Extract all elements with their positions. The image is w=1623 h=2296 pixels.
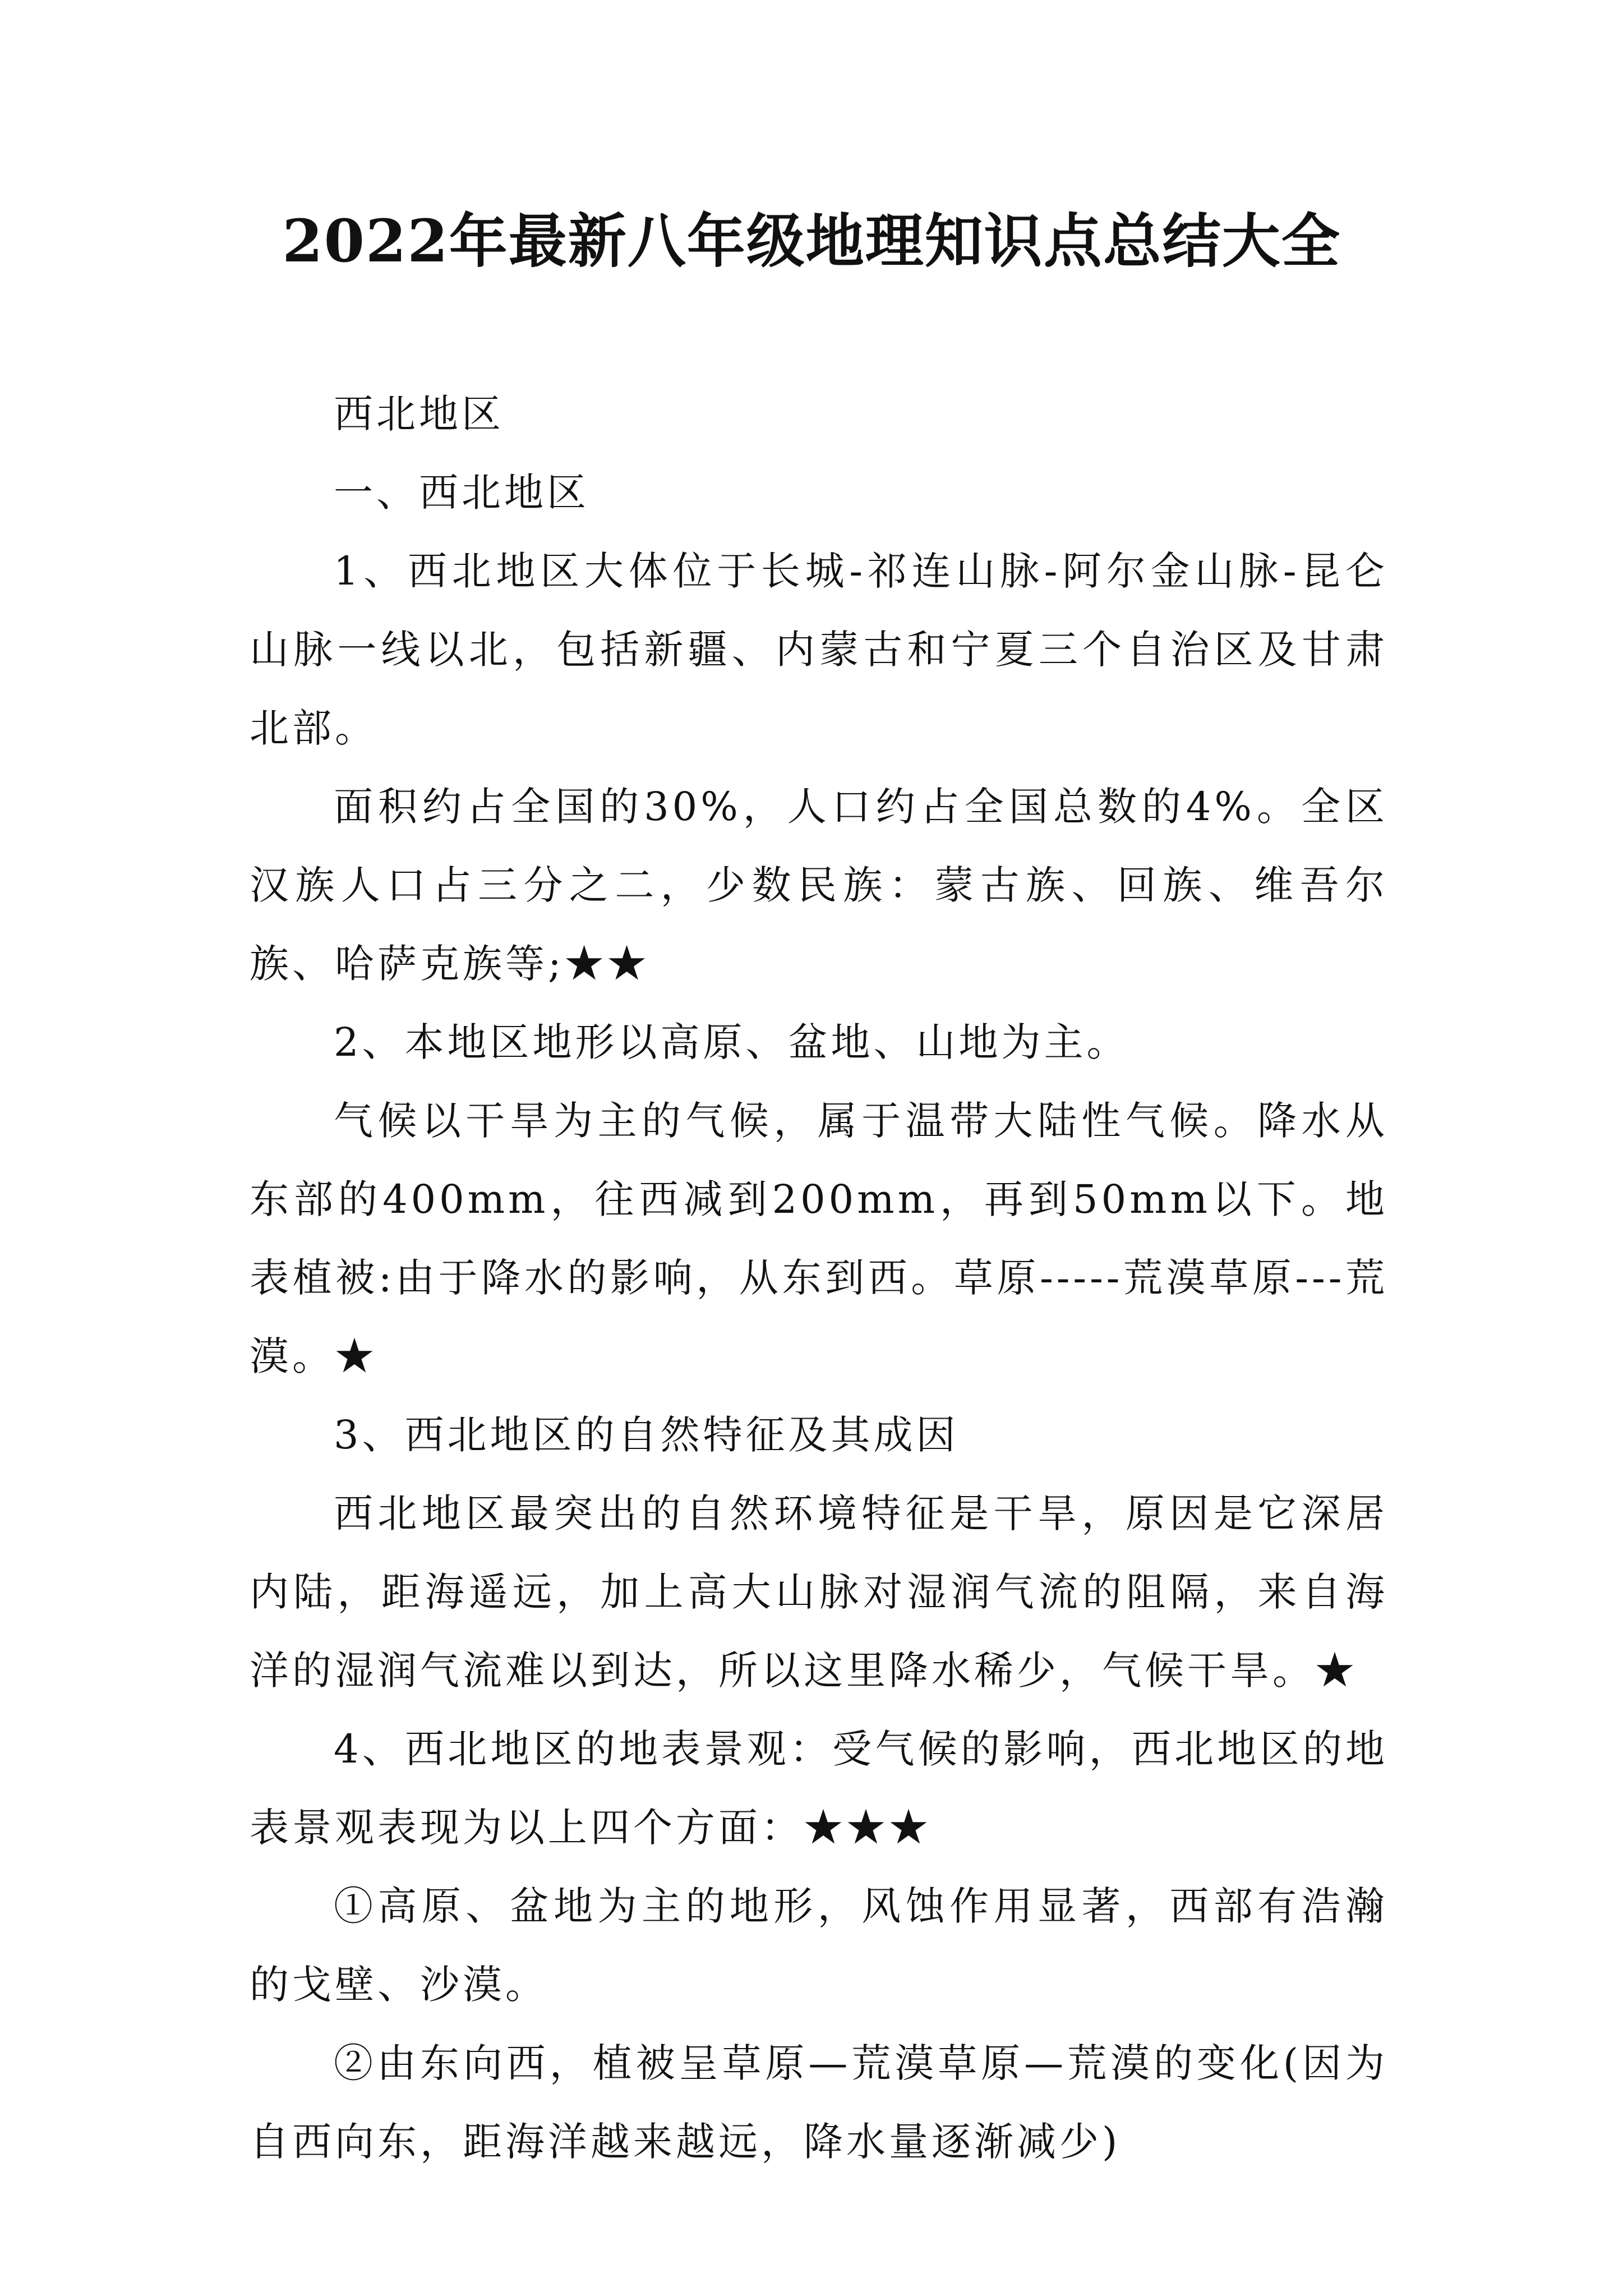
paragraph-area-population: 面积约占全国的30%，人口约占全国总数的4%。全区汉族人口占三分之二，少数民族：蒙古族、回族、维吾尔族、哈萨克族等;★★ [250, 784, 1388, 987]
paragraph-location: 1、西北地区大体位于长城-祁连山脉-阿尔金山脉-昆仑山脉一线以北，包括新疆、内蒙古和宁夏三个自治区及甘肃北部。 [250, 548, 1388, 751]
document-title: 2022年最新八年级地理知识点总结大全 [282, 206, 1341, 275]
paragraph-landscape-item-2: ②由东向西，植被呈草原—荒漠草原—荒漠的变化(因为自西向东，距海洋越来越远，降水量逐渐减少) [250, 2040, 1388, 2165]
document-body [250, 375, 1388, 2181]
paragraph-natural-features-heading: 3、西北地区的自然特征及其成因 [334, 1412, 959, 1458]
paragraph-climate: 气候以干旱为主的气候，属于温带大陆性气候。降水从东部的400mm，往西减到200mm，再到50mm以下。地表植被:由于降水的影响，从东到西。草原-----荒漠草原---荒漠。★ [250, 1098, 1388, 1379]
paragraph-natural-features: 西北地区最突出的自然环境特征是干旱，原因是它深居内陆，距海遥远，加上高大山脉对湿润气流的阻隔，来自海洋的湿润气流难以到达，所以这里降水稀少，气候干旱。★ [250, 1490, 1388, 1694]
paragraph-section-heading: 一、西北地区 [334, 470, 589, 516]
paragraph-landscape-item-1: ①高原、盆地为主的地形，风蚀作用显著，西部有浩瀚的戈壁、沙漠。 [250, 1883, 1388, 2008]
paragraph-landscape: 4、西北地区的地表景观：受气候的影响，西北地区的地表景观表现为以上四个方面：★★★ [250, 1726, 1388, 1851]
paragraph-terrain: 2、本地区地形以高原、盆地、山地为主。 [334, 1019, 1129, 1065]
paragraph-region-heading: 西北地区 [334, 391, 504, 437]
